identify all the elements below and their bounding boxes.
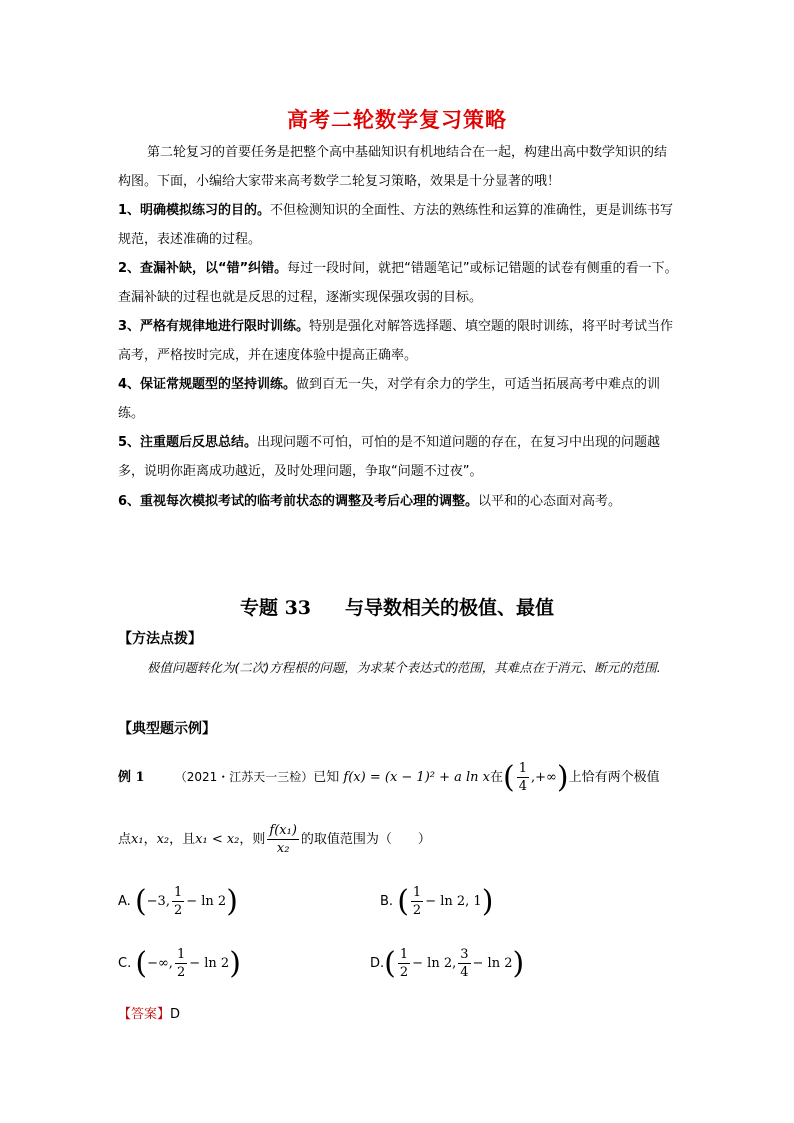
fraction-denominator: 2 (176, 965, 186, 980)
option-fraction-2 (458, 946, 470, 981)
option-right: − ln 2, (412, 956, 457, 971)
strategy-heading: 5、注重题后反思总结。 (118, 435, 258, 450)
line2-text: 的取值范围为（ ） (300, 832, 431, 847)
fraction-denominator: 2 (412, 903, 422, 918)
strategy-heading: 4、保证常规题型的坚持训练。 (118, 377, 297, 392)
section-number: 专题 33 (239, 597, 312, 619)
fraction-numerator: 1 (176, 947, 186, 962)
option-d (370, 946, 524, 981)
strategy-item (118, 487, 678, 516)
option-label: B. (380, 894, 394, 909)
example-in: 在 (490, 770, 504, 785)
fraction-numerator: 1 (518, 761, 528, 776)
method-text: 极值问题转化为(二次)方程根的问题，为求某个表达式的范围，其难点在于消元、断元的范围. (147, 660, 661, 675)
fraction-numerator: 1 (173, 885, 183, 900)
separator: ， (143, 832, 157, 847)
option-right: − ln 2 (186, 894, 227, 909)
strategy-heading: 2、查漏补缺，以“错”纠错。 (118, 261, 288, 276)
option-a (118, 884, 238, 919)
line2-text: 点 (118, 832, 132, 847)
option-label: D. (370, 956, 385, 971)
interval-tail: ,+∞ (531, 770, 557, 785)
answer-label: 【答案】 (118, 1007, 171, 1022)
section-name: 与导数相关的极值、最值 (345, 597, 555, 619)
example-prefix: 已知 (313, 770, 340, 785)
option-right: − ln 2 (189, 956, 230, 971)
fraction-denominator: 2 (173, 903, 183, 918)
intro-paragraph: 第二轮复习的首要任务是把整个高中基础知识有机地结合在一起，构建出高中数学知识的结构图。下面，小编给大家带来高考数学二轮复习策略，效果是十分显著的哦！ (118, 145, 668, 189)
x2-symbol: x₂ (156, 832, 170, 847)
answer (118, 1003, 180, 1022)
example-suffix: 上恰有两个极值 (568, 770, 660, 785)
fraction-denominator: x₂ (276, 841, 290, 856)
option-fraction (398, 946, 410, 981)
example-line-1 (118, 760, 660, 795)
option-left: −3, (146, 894, 170, 909)
ratio-fraction (267, 822, 299, 857)
fraction-denominator: 2 (399, 965, 409, 980)
strategy-item (118, 196, 678, 254)
line2-text: ，则 (239, 832, 266, 847)
left-paren: ( (397, 884, 409, 919)
method-heading: 【方法点拨】 (118, 631, 202, 647)
example-source: （2021・江苏天一三检） (174, 770, 314, 784)
option-left: −∞, (147, 956, 173, 971)
strategy-item (118, 428, 678, 486)
examples-heading: 【典型题示例】 (118, 721, 216, 737)
strategy-text: 不但检测知识的全面性、方法的熟练性和运算的准确性，更是训练书写规范，表述准确的过程。 (118, 203, 674, 247)
x1-symbol: x₁ (131, 832, 144, 847)
section-title (0, 593, 794, 620)
option-right: − ln 2, 1 (425, 894, 482, 909)
strategy-item (118, 312, 678, 370)
strategy-text: 特别是强化对解答选择题、填空题的限时训练，将平时考试当作高考，严格按时完成，并在速度体验中提高正确率。 (118, 319, 674, 363)
right-paren: ) (229, 946, 241, 981)
example-label: 例 1 (118, 770, 145, 785)
option-label: C. (118, 956, 132, 971)
document-title: 高考二轮数学复习策略 (287, 108, 507, 132)
strategy-heading: 1、明确模拟练习的目的。 (118, 203, 271, 218)
strategy-text: 以平和的心态面对高考。 (478, 494, 622, 509)
line2-text: ，且 (169, 832, 196, 847)
left-paren: ( (134, 884, 147, 919)
left-paren: ( (135, 946, 148, 981)
option-fraction (175, 946, 187, 981)
option-label: A. (118, 894, 131, 909)
left-paren: ( (503, 760, 515, 795)
option-b (380, 884, 493, 919)
right-paren: ) (481, 884, 494, 919)
strategy-heading: 3、严格有规律地进行限时训练。 (118, 319, 310, 334)
option-right-2: − ln 2 (472, 956, 513, 971)
option-fraction (411, 884, 423, 919)
strategy-item (118, 254, 678, 312)
fraction-denominator: 4 (518, 779, 528, 794)
fraction-numerator: f(x₁) (269, 823, 297, 838)
fraction-numerator: 1 (412, 885, 422, 900)
right-paren: ) (556, 760, 569, 795)
strategy-item (118, 370, 678, 428)
option-c (118, 946, 241, 981)
fraction-numerator: 3 (460, 947, 469, 962)
strategy-heading: 6、重视每次模拟考试的临考前状态的调整及考后心理的调整。 (118, 494, 479, 509)
option-fraction (172, 884, 184, 919)
fraction-denominator: 4 (460, 965, 469, 980)
strategy-text: 每过一段时间，就把“错题笔记”或标记错题的试卷有侧重的看一下。查漏补缺的过程也就是反思的过程，逐渐实现保强攻弱的目标。 (118, 261, 678, 305)
example-function: f(x) = (x − 1)² + a ln x (343, 770, 491, 785)
strategy-text: 做到百无一失，对学有余力的学生，可适当拓展高考中难点的训练。 (118, 377, 661, 421)
condition: x₁ < x₂ (195, 832, 240, 847)
right-paren: ) (512, 946, 525, 981)
left-paren: ( (384, 946, 396, 981)
strategy-text: 出现问题不可怕，可怕的是不知道问题的存在，在复习中出现的问题越多，说明你距离成功越近，及时处理问题，争取“问题不过夜”。 (118, 435, 661, 479)
right-paren: ) (226, 884, 238, 919)
fraction-numerator: 1 (399, 947, 409, 962)
example-line-2 (118, 822, 431, 857)
interval-fraction (517, 760, 529, 795)
answer-value: D (170, 1007, 181, 1022)
